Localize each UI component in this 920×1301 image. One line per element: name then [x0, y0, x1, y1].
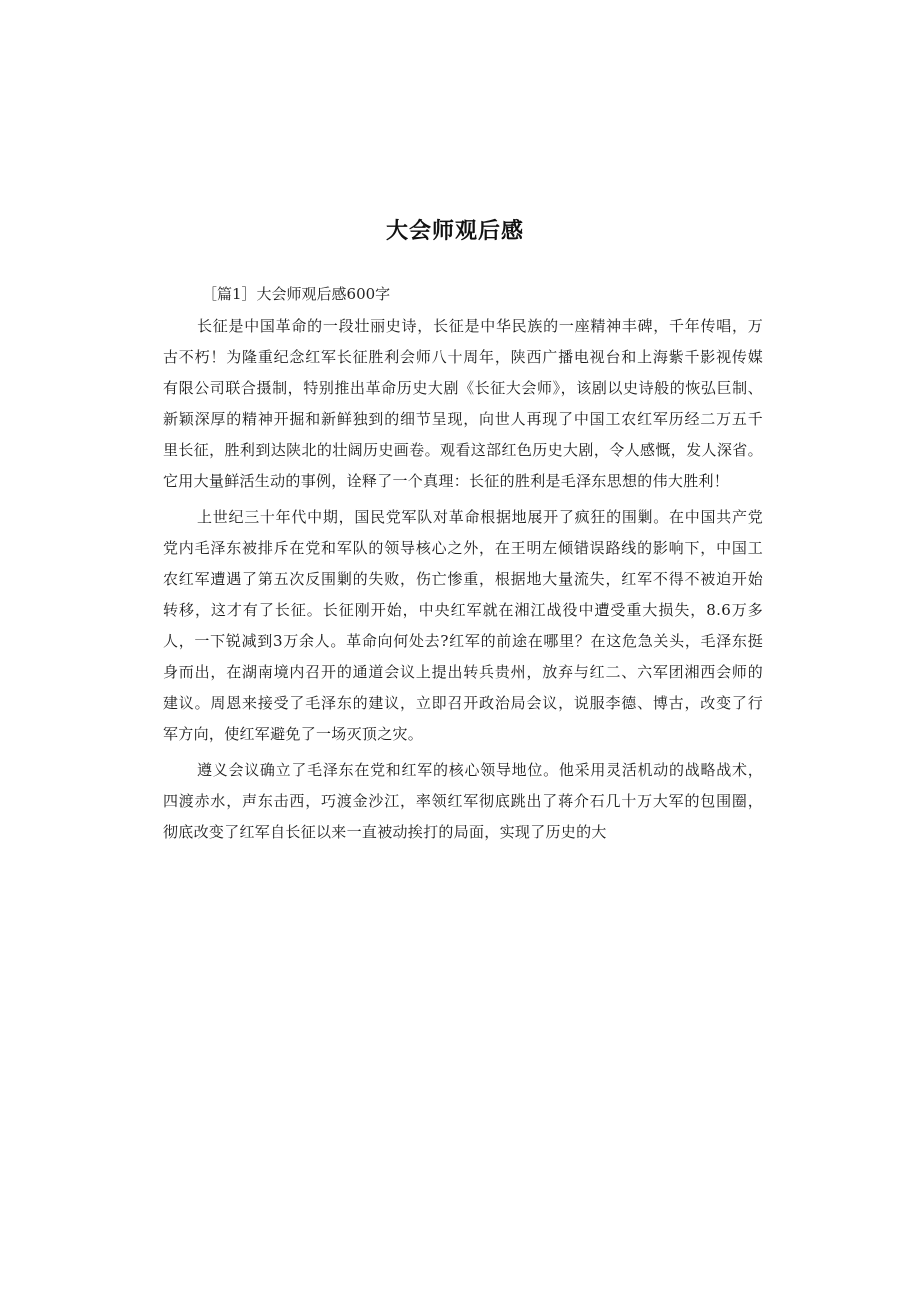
text-line: 党内毛泽东被排斥在党和军队的领导核心之外，在王明左倾错误路线的影响下，中国工 [163, 539, 763, 557]
text-line: 遵义会议确立了毛泽东在党和红军的核心领导地位。他采用灵活机动的战略战术， [197, 761, 763, 779]
text-line: 四渡赤水，声东击西，巧渡金沙江，率领红军彻底跳出了蒋介石几十万大军的包围圈， [163, 792, 763, 810]
text-line: 有限公司联合摄制，特别推出革命历史大剧《长征大会师》，该剧以史诗般的恢弘巨制、 [163, 379, 763, 397]
paragraph-2 [163, 502, 763, 750]
document-title: 大会师观后感 [385, 219, 524, 244]
text-line: 新颖深厚的精神开掘和新鲜独到的细节呈现，向世人再现了中国工农红军历经二万五千 [163, 410, 763, 428]
document-body [163, 311, 763, 853]
text-line: 人，一下锐减到3万余人。革命向何处去?红军的前途在哪里？在这危急关头，毛泽东挺 [163, 632, 763, 650]
section-heading: ［篇1］大会师观后感600字 [202, 285, 391, 303]
text-line: 身而出，在湖南境内召开的通道会议上提出转兵贵州，放弃与红二、六军团湘西会师的 [163, 663, 763, 681]
text-line: 军方向，使红军避免了一场灭顶之灾。 [163, 725, 424, 743]
text-line: 它用大量鲜活生动的事例，诠释了一个真理：长征的胜利是毛泽东思想的伟大胜利！ [163, 472, 730, 490]
text-line: 农红军遭遇了第五次反围剿的失败，伤亡惨重，根据地大量流失，红军不得不被迫开始 [163, 570, 763, 588]
paragraph-1 [163, 311, 763, 497]
text-line: 上世纪三十年代中期，国民党军队对革命根据地展开了疯狂的围剿。在中国共产党 [197, 508, 763, 526]
paragraph-3 [163, 755, 763, 848]
text-line: 里长征，胜利到达陕北的壮阔历史画卷。观看这部红色历史大剧，令人感慨，发人深省。 [163, 441, 763, 459]
text-line: 长征是中国革命的一段壮丽史诗，长征是中华民族的一座精神丰碑，千年传唱，万 [197, 317, 763, 335]
text-line: 古不朽！为隆重纪念红军长征胜利会师八十周年，陕西广播电视台和上海紫千影视传媒 [163, 348, 763, 366]
text-line: 转移，这才有了长征。长征刚开始，中央红军就在湘江战役中遭受重大损失，8.6万多 [163, 601, 763, 619]
text-line: 彻底改变了红军自长征以来一直被动挨打的局面，实现了历史的大 [163, 823, 607, 841]
text-line: 建议。周恩来接受了毛泽东的建议，立即召开政治局会议，说服李德、博古，改变了行 [163, 694, 763, 712]
